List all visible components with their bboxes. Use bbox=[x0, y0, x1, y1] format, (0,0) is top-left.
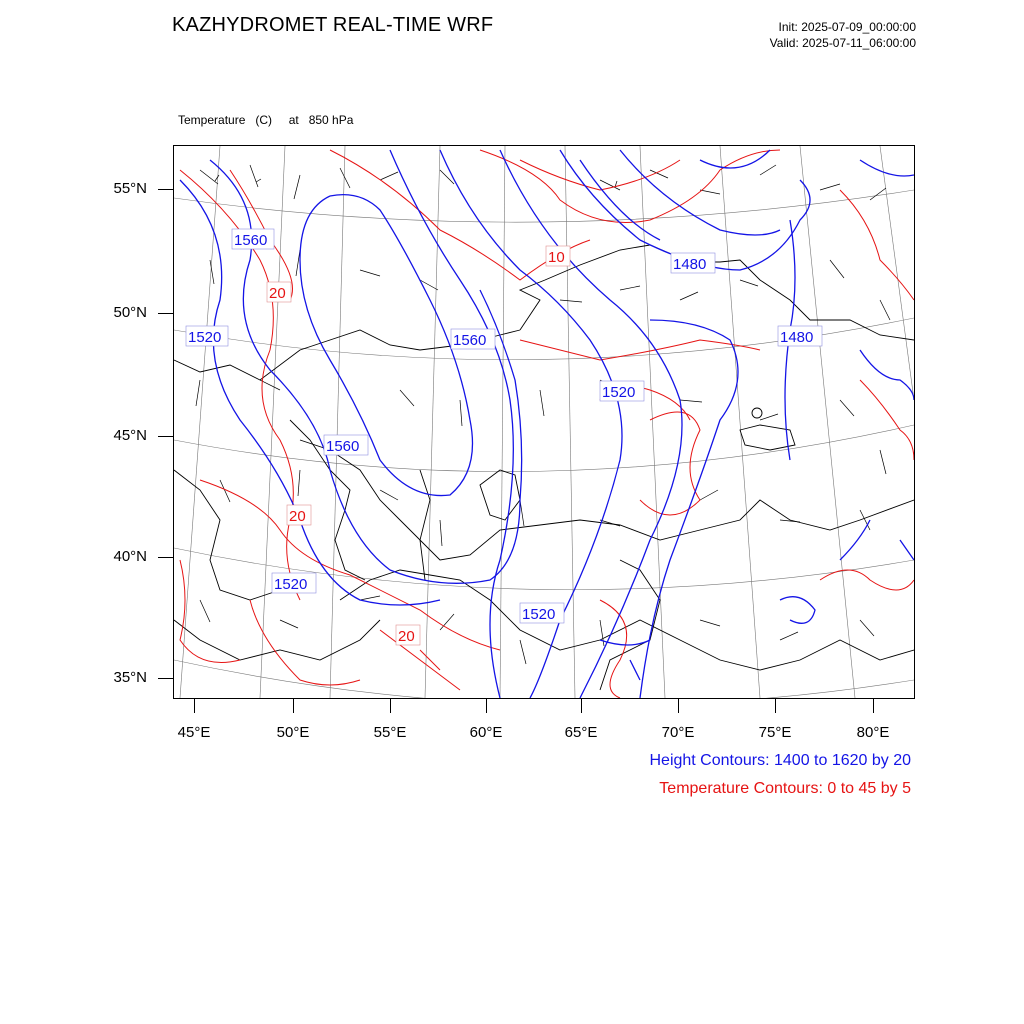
temperature-label: 10 bbox=[548, 249, 565, 266]
height-label: 1560 bbox=[453, 332, 487, 349]
temperature-label: 20 bbox=[269, 285, 286, 302]
lon-tick bbox=[390, 698, 391, 713]
lon-tick bbox=[581, 698, 582, 713]
lon-label-65: 65°E bbox=[564, 724, 598, 741]
map-title: KAZHYDROMET REAL-TIME WRF bbox=[172, 14, 494, 36]
lat-label-55: 55°N bbox=[113, 180, 147, 197]
lon-tick bbox=[486, 698, 487, 713]
map-panel[interactable] bbox=[173, 145, 915, 699]
contour-labels bbox=[186, 229, 822, 645]
valid-time: Valid: 2025-07-11_06:00:00 bbox=[769, 36, 916, 50]
lat-tick bbox=[158, 557, 173, 558]
height-label: 1520 bbox=[602, 384, 636, 401]
lat-label-50: 50°N bbox=[113, 304, 147, 321]
lon-label-80: 80°E bbox=[856, 724, 890, 741]
lat-label-35: 35°N bbox=[113, 669, 147, 686]
lon-label-45: 45°E bbox=[177, 724, 211, 741]
height-label: 1560 bbox=[234, 232, 268, 249]
lon-label-50: 50°E bbox=[276, 724, 310, 741]
init-time: Init: 2025-07-09_00:00:00 bbox=[778, 20, 916, 34]
lat-label-40: 40°N bbox=[113, 548, 147, 565]
field-temperature: Temperature (C) at 850 hPa bbox=[178, 113, 354, 127]
lon-tick bbox=[775, 698, 776, 713]
lon-tick bbox=[678, 698, 679, 713]
lon-tick bbox=[873, 698, 874, 713]
lat-tick bbox=[158, 678, 173, 679]
lon-label-55: 55°E bbox=[373, 724, 407, 741]
lat-label-45: 45°N bbox=[113, 427, 147, 444]
lon-label-75: 75°E bbox=[758, 724, 792, 741]
run-times bbox=[770, 19, 916, 51]
lon-tick bbox=[194, 698, 195, 713]
lat-tick bbox=[158, 189, 173, 190]
height-label: 1520 bbox=[274, 576, 308, 593]
lon-tick bbox=[293, 698, 294, 713]
height-label: 1480 bbox=[673, 256, 707, 273]
lat-tick bbox=[158, 436, 173, 437]
temperature-legend: Temperature Contours: 0 to 45 by 5 bbox=[659, 780, 911, 797]
height-label: 1560 bbox=[326, 438, 360, 455]
height-label: 1480 bbox=[780, 329, 814, 346]
height-label: 1520 bbox=[522, 606, 556, 623]
temperature-label: 20 bbox=[289, 508, 306, 525]
height-legend: Height Contours: 1400 to 1620 by 20 bbox=[649, 752, 911, 769]
lon-label-70: 70°E bbox=[661, 724, 695, 741]
lon-label-60: 60°E bbox=[469, 724, 503, 741]
height-label: 1520 bbox=[188, 329, 222, 346]
temperature-label: 20 bbox=[398, 628, 415, 645]
lat-tick bbox=[158, 313, 173, 314]
map-canvas bbox=[174, 146, 914, 698]
